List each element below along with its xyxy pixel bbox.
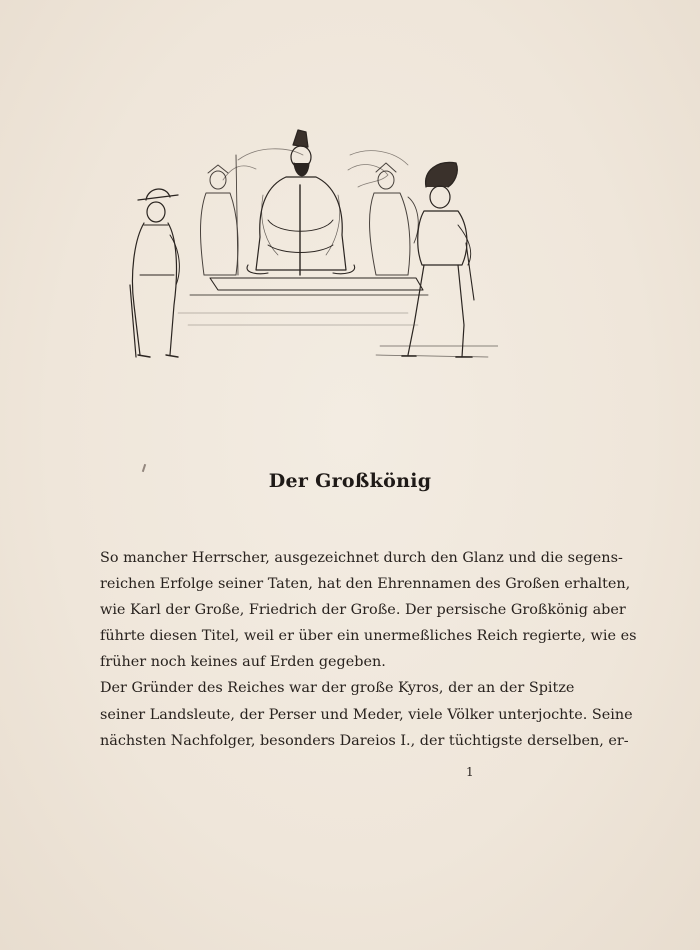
chapter-title: Der Großkönig bbox=[268, 470, 432, 492]
body-text bbox=[100, 545, 637, 754]
text-line: So mancher Herrscher, ausgezeichnet durch den Glanz und die segens- bbox=[100, 550, 623, 566]
left-attendant-figure bbox=[201, 155, 239, 275]
seated-king-figure bbox=[247, 130, 355, 275]
page-number: 1 bbox=[466, 765, 474, 779]
text-line: früher noch keines auf Erden gegeben. bbox=[100, 654, 386, 671]
man-with-cane-figure bbox=[130, 189, 179, 357]
text-line: führte diesen Titel, weil er über ein unermeßliches Reich regierte, wie es bbox=[100, 628, 637, 645]
warrior-figure bbox=[402, 162, 474, 357]
text-line: nächsten Nachfolger, besonders Dareios I., der tüchtigste derselben, er- bbox=[100, 732, 629, 749]
text-line: seiner Landsleute, der Perser und Meder, viele Völker unterjochte. Seine bbox=[100, 706, 633, 723]
text-line: Der Gründer des Reiches war der große Kyros, der an der Spitze bbox=[100, 680, 575, 697]
right-attendant-figure bbox=[370, 163, 419, 275]
text-line: reichen Erfolge seiner Taten, hat den Ehrennamen des Großen erhalten, bbox=[100, 576, 631, 593]
text-line: wie Karl der Große, Friedrich der Große. Der persische Großkönig aber bbox=[100, 602, 626, 619]
throne-scene-illustration bbox=[118, 125, 498, 370]
